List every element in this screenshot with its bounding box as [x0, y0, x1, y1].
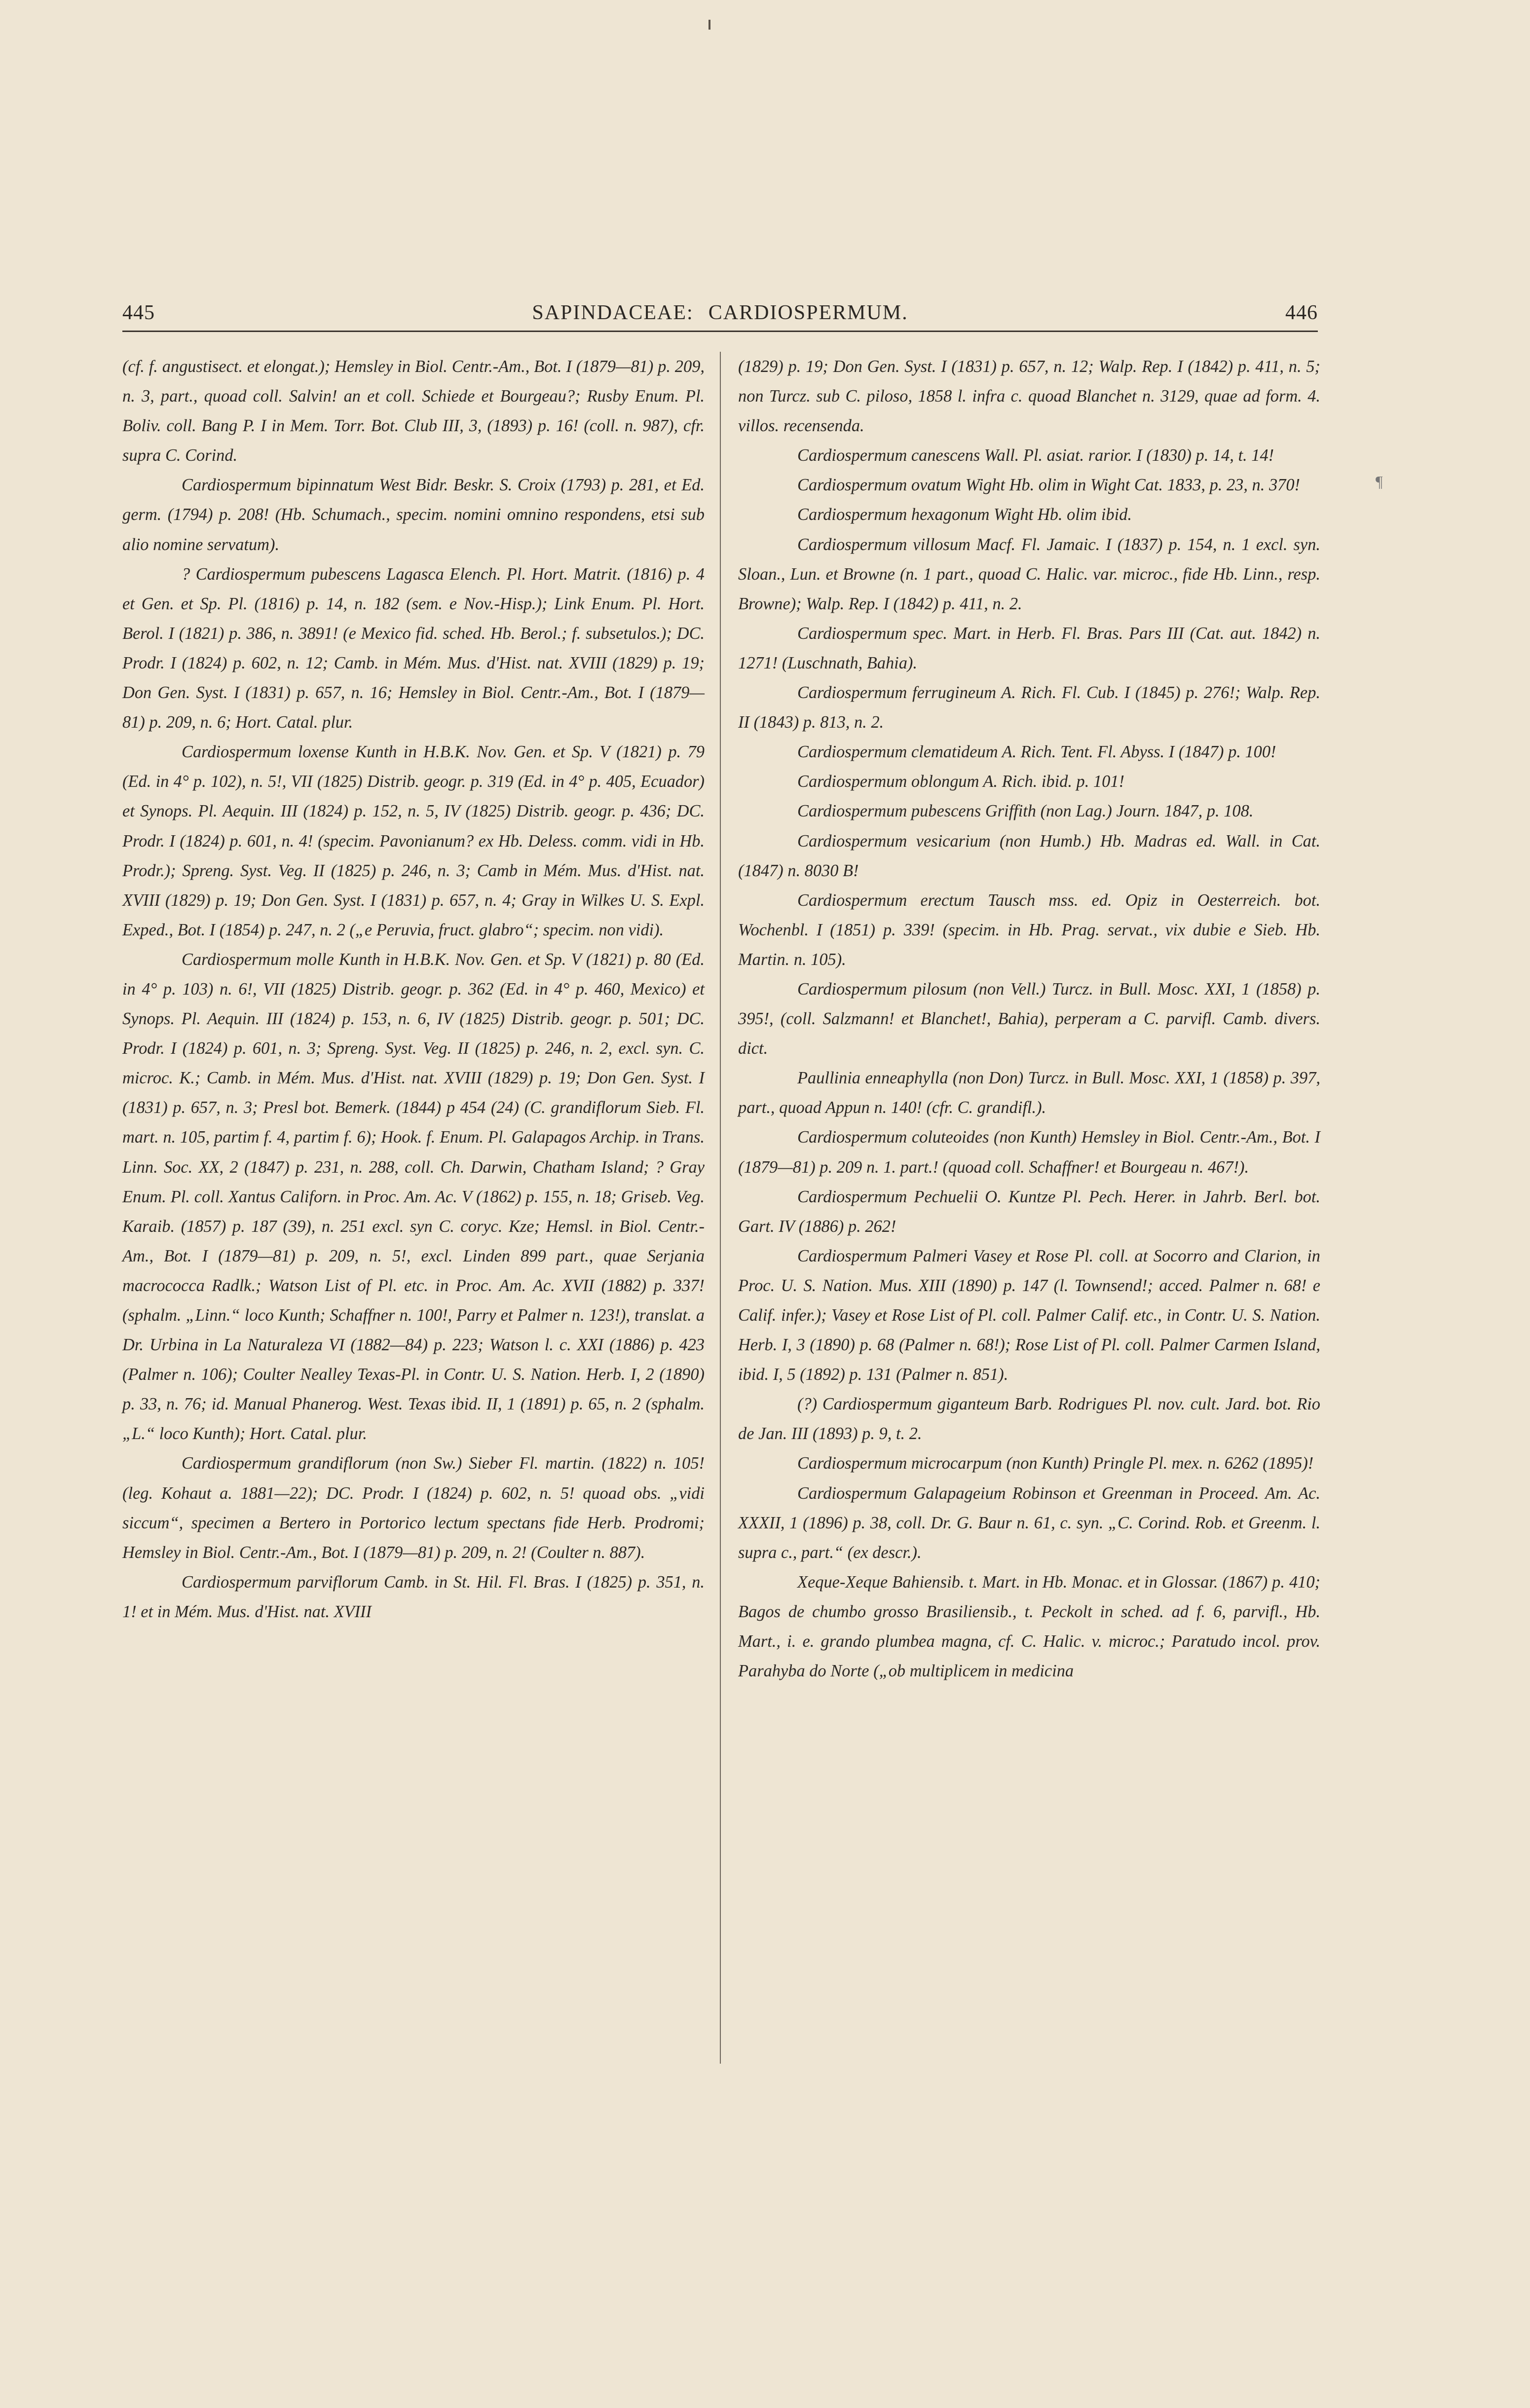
synonym-paragraph: Cardiospermum Pechuelii O. Kuntze Pl. Pech. Herer. in Jahrb. Berl. bot. Gart. IV (1886) p. 262! — [738, 1187, 1320, 1236]
synonym-paragraph: ? Cardiospermum pubescens Lagasca Elench. Pl. Hort. Matrit. (1816) p. 4 et Gen. et Sp. Pl. (1816) p. 14, n. 182 (sem. e Nov.-Hisp.); Link Enum. Pl. Hort. Berol. I (1821) p. 386, n. 3891! (e Mexico fid. sched. Hb. Berol.; f. subsetulos.); DC. Prodr. I (1824) p. 602, n. 12; Camb. in Mém. Mus. d'Hist. nat. XVIII (1829) p. 19; Don Gen. Syst. I (1831) p. 657, n. 16; Hemsley in Biol. Centr.-Am., Bot. I (1879— 81) p. 209, n. 6; Hort. Catal. plur. — [122, 564, 705, 732]
synonym-paragraph: (cf. f. angustisect. et elongat.); Hemsley in Biol. Centr.-Am., Bot. I (1879—81) p. 209, n. 3, part., quoad coll. Salvin! an et coll. Schiede et Bourgeau?; Rusby Enum. Pl. Boliv. coll. Bang P. I in Mem. Torr. Bot. Club III, 3, (1893) p. 16! (coll. n. 987), cfr. supra C. Corind. — [122, 357, 705, 465]
page-number-left: 445 — [122, 301, 155, 324]
synonym-paragraph: Cardiospermum parviflorum Camb. in St. Hil. Fl. Bras. I (1825) p. 351, n. 1! et in Mém. Mus. d'Hist. nat. XVIII — [122, 1572, 705, 1621]
synonym-paragraph: Cardiospermum ovatum Wight Hb. olim in Wight Cat. 1833, p. 23, n. 370! — [797, 476, 1300, 495]
column-divider — [720, 352, 721, 2064]
synonym-paragraph: Cardiospermum oblongum A. Rich. ibid. p. 101! — [797, 772, 1124, 791]
synonym-paragraph: Cardiospermum vesicarium (non Humb.) Hb. Madras ed. Wall. in Cat. (1847) n. 8030 B! — [738, 831, 1320, 880]
synonym-paragraph: Cardiospermum Palmeri Vasey et Rose Pl. coll. at Socorro and Clarion, in Proc. U. S. Nation. Mus. XIII (1890) p. 147 (l. Townsend!; acced. Palmer n. 68! e Calif. infer.); Vasey et Rose List of Pl. coll. Palmer Calif. etc., in Contr. U. S. Nation. Herb. I, 3 (1890) p. 68 (Palmer n. 68!); Rose List of Pl. coll. Palmer Carmen Island, ibid. I, 5 (1892) p. 131 (Palmer n. 851). — [738, 1246, 1320, 1384]
synonym-paragraph: (?) Cardiospermum giganteum Barb. Rodrigues Pl. nov. cult. Jard. bot. Rio de Jan. III (1893) p. 9, t. 2. — [738, 1395, 1320, 1444]
synonym-paragraph: Cardiospermum hexagonum Wight Hb. olim ibid. — [797, 505, 1132, 524]
synonym-paragraph: Cardiospermum villosum Macf. Fl. Jamaic. I (1837) p. 154, n. 1 excl. syn. Sloan., Lun. et Browne (n. 1 part., quoad C. Halic. var. microc., fide Hb. Linn., resp. Browne); Walp. Rep. I (1842) p. 411, n. 2. — [738, 535, 1320, 613]
synonym-paragraph: Xeque-Xeque Bahiensib. t. Mart. in Hb. Monac. et in Glossar. (1867) p. 410; Bagos de chumbo grosso Brasiliensib., t. Peckolt in sched. ad f. 6, parvifl., Hb. Mart., i. e. grando plumbea magna, cf. C. Halic. v. microc.; Paratudo incol. prov. Parahyba do Norte („ob multiplicem in medicina — [738, 1572, 1320, 1681]
synonym-paragraph: Cardiospermum canescens Wall. Pl. asiat. rarior. I (1830) p. 14, t. 14! — [797, 446, 1274, 465]
synonym-paragraph: Cardiospermum spec. Mart. in Herb. Fl. Bras. Pars III (Cat. aut. 1842) n. 1271! (Luschnath, Bahia). — [738, 624, 1320, 672]
synonym-paragraph: Cardiospermum erectum Tausch mss. ed. Opiz in Oesterreich. bot. Wochenbl. I (1851) p. 339! (specim. in Hb. Prag. servat., vix dubie e Sieb. Hb. Martin. n. 105). — [738, 890, 1320, 969]
top-mark — [709, 20, 710, 30]
running-title-family: SAPINDACEAE: — [532, 301, 694, 324]
synonym-paragraph: Cardiospermum coluteoides (non Kunth) Hemsley in Biol. Centr.-Am., Bot. I (1879—81) p. 209 n. 1. part.! (quoad coll. Schaffner! et Bourgeau n. 467!). — [738, 1128, 1320, 1177]
synonym-paragraph: Cardiospermum pilosum (non Vell.) Turcz. in Bull. Mosc. XXI, 1 (1858) p. 395!, (coll. Salzmann! et Blanchet!, Bahia), perperam a C. parvifl. Camb. divers. dict. — [738, 979, 1320, 1058]
synonym-paragraph: Cardiospermum molle Kunth in H.B.K. Nov. Gen. et Sp. V (1821) p. 80 (Ed. in 4° p. 103) n. 6!, VII (1825) Distrib. geogr. p. 362 (Ed. in 4° p. 460, Mexico) et Synops. Pl. Aequin. III (1824) p. 153, n. 6, IV (1825) Distrib. geogr. p. 501; DC. Prodr. I (1824) p. 601, n. 3; Spreng. Syst. Veg. II (1825) p. 246, n. 2, excl. syn. C. microc. K.; Camb. in Mém. Mus. d'Hist. nat. XVIII (1829) p. 19; Don Gen. Syst. I (1831) p. 657, n. 3; Presl bot. Bemerk. (1844) p 454 (24) (C. grandiflorum Sieb. Fl. mart. n. 105, partim f. 4, partim f. 6); Hook. f. Enum. Pl. Galapagos Archip. in Trans. Linn. Soc. XX, 2 (1847) p. 231, n. 288, coll. Ch. Darwin, Chatham Island; ? Gray Enum. Pl. coll. Xantus Californ. in Proc. Am. Ac. V (1862) p. 155, n. 18; Griseb. Veg. Karaib. (1857) p. 187 (39), n. 251 excl. syn C. coryc. Kze; Hemsl. in Biol. Centr.-Am., Bot. I (1879—81) p. 209, n. 5!, excl. Linden 899 part., quae Serjania macrococca Radlk.; Watson List of Pl. etc. in Proc. Am. Ac. XVII (1882) p. 337! (sphalm. „Linn.“ loco Kunth; Schaffner n. 100!, Parry et Palmer n. 123!), translat. a Dr. Urbina in La Naturaleza VI (1882—84) p. 223; Watson l. c. XXI (1886) p. 423 (Palmer n. 106); Coulter Nealley Texas-Pl. in Contr. U. S. Nation. Herb. I, 2 (1890) p. 33, n. 76; id. Manual Phanerog. West. Texas ibid. II, 1 (1891) p. 65, n. 2 (sphalm. „L.“ loco Kunth); Hort. Catal. plur. — [122, 950, 705, 1444]
synonym-paragraph: Cardiospermum microcarpum (non Kunth) Pringle Pl. mex. n. 6262 (1895)! — [797, 1454, 1314, 1473]
synonym-paragraph: Cardiospermum Galapageium Robinson et Greenman in Proceed. Am. Ac. XXXII, 1 (1896) p. 38, coll. Dr. G. Baur n. 61, c. syn. „C. Corind. Rob. et Greenm. l. supra c., part.“ (ex descr.). — [738, 1483, 1320, 1562]
synonym-paragraph: (1829) p. 19; Don Gen. Syst. I (1831) p. 657, n. 12; Walp. Rep. I (1842) p. 411, n. 5; non Turcz. sub C. piloso, 1858 l. infra c. quoad Blanchet n. 3129, quae ad form. 4. villos. recensenda. — [738, 357, 1320, 436]
right-column — [738, 352, 1320, 1686]
running-header — [122, 295, 1318, 331]
margin-mark: ¶ — [1376, 473, 1383, 490]
left-column — [122, 352, 705, 1627]
running-title-genus: CARDIOSPERMUM. — [708, 301, 908, 324]
synonym-paragraph: Cardiospermum grandiflorum (non Sw.) Sieber Fl. martin. (1822) n. 105! (leg. Kohaut a. 1881—22); DC. Prodr. I (1824) p. 602, n. 5! quoad obs. „vidi siccum“, specimen a Bertero in Portorico lectum spectans fide Herb. Prodromi; Hemsley in Biol. Centr.-Am., Bot. I (1879—81) p. 209, n. 2! (Coulter n. 887). — [122, 1454, 705, 1562]
synonym-paragraph: Cardiospermum bipinnatum West Bidr. Beskr. S. Croix (1793) p. 281, et Ed. germ. (1794) p. 208! (Hb. Schumach., specim. nomini omnino respondens, etsi sub alio nomine servatum). — [122, 476, 705, 554]
running-title — [532, 301, 908, 325]
synonym-paragraph: Cardiospermum pubescens Griffith (non Lag.) Journ. 1847, p. 108. — [797, 802, 1254, 821]
synonym-paragraph: Paullinia enneaphylla (non Don) Turcz. in Bull. Mosc. XXI, 1 (1858) p. 397, part., quoad Appun n. 140! (cfr. C. grandifl.). — [738, 1069, 1320, 1117]
synonym-paragraph: Cardiospermum loxense Kunth in H.B.K. Nov. Gen. et Sp. V (1821) p. 79 (Ed. in 4° p. 102), n. 5!, VII (1825) Distrib. geogr. p. 319 (Ed. in 4° p. 405, Ecuador) et Synops. Pl. Aequin. III (1824) p. 152, n. 5, IV (1825) Distrib. geogr. p. 436; DC. Prodr. I (1824) p. 601, n. 4! (specim. Pavonianum? ex Hb. Deless. comm. vidi in Hb. Prodr.); Spreng. Syst. Veg. II (1825) p. 246, n. 3; Camb in Mém. Mus. d'Hist. nat. XVIII (1829) p. 19; Don Gen. Syst. I (1831) p. 657, n. 4; Gray in Wilkes U. S. Expl. Exped., Bot. I (1854) p. 247, n. 2 („e Peruvia, fruct. glabro“; specim. non vidi). — [122, 742, 705, 939]
synonym-paragraph: Cardiospermum clematideum A. Rich. Tent. Fl. Abyss. I (1847) p. 100! — [797, 742, 1276, 762]
page-number-right: 446 — [1285, 301, 1318, 324]
synonym-paragraph: Cardiospermum ferrugineum A. Rich. Fl. Cub. I (1845) p. 276!; Walp. Rep. II (1843) p. 813, n. 2. — [738, 683, 1320, 732]
header-rule — [122, 331, 1318, 332]
